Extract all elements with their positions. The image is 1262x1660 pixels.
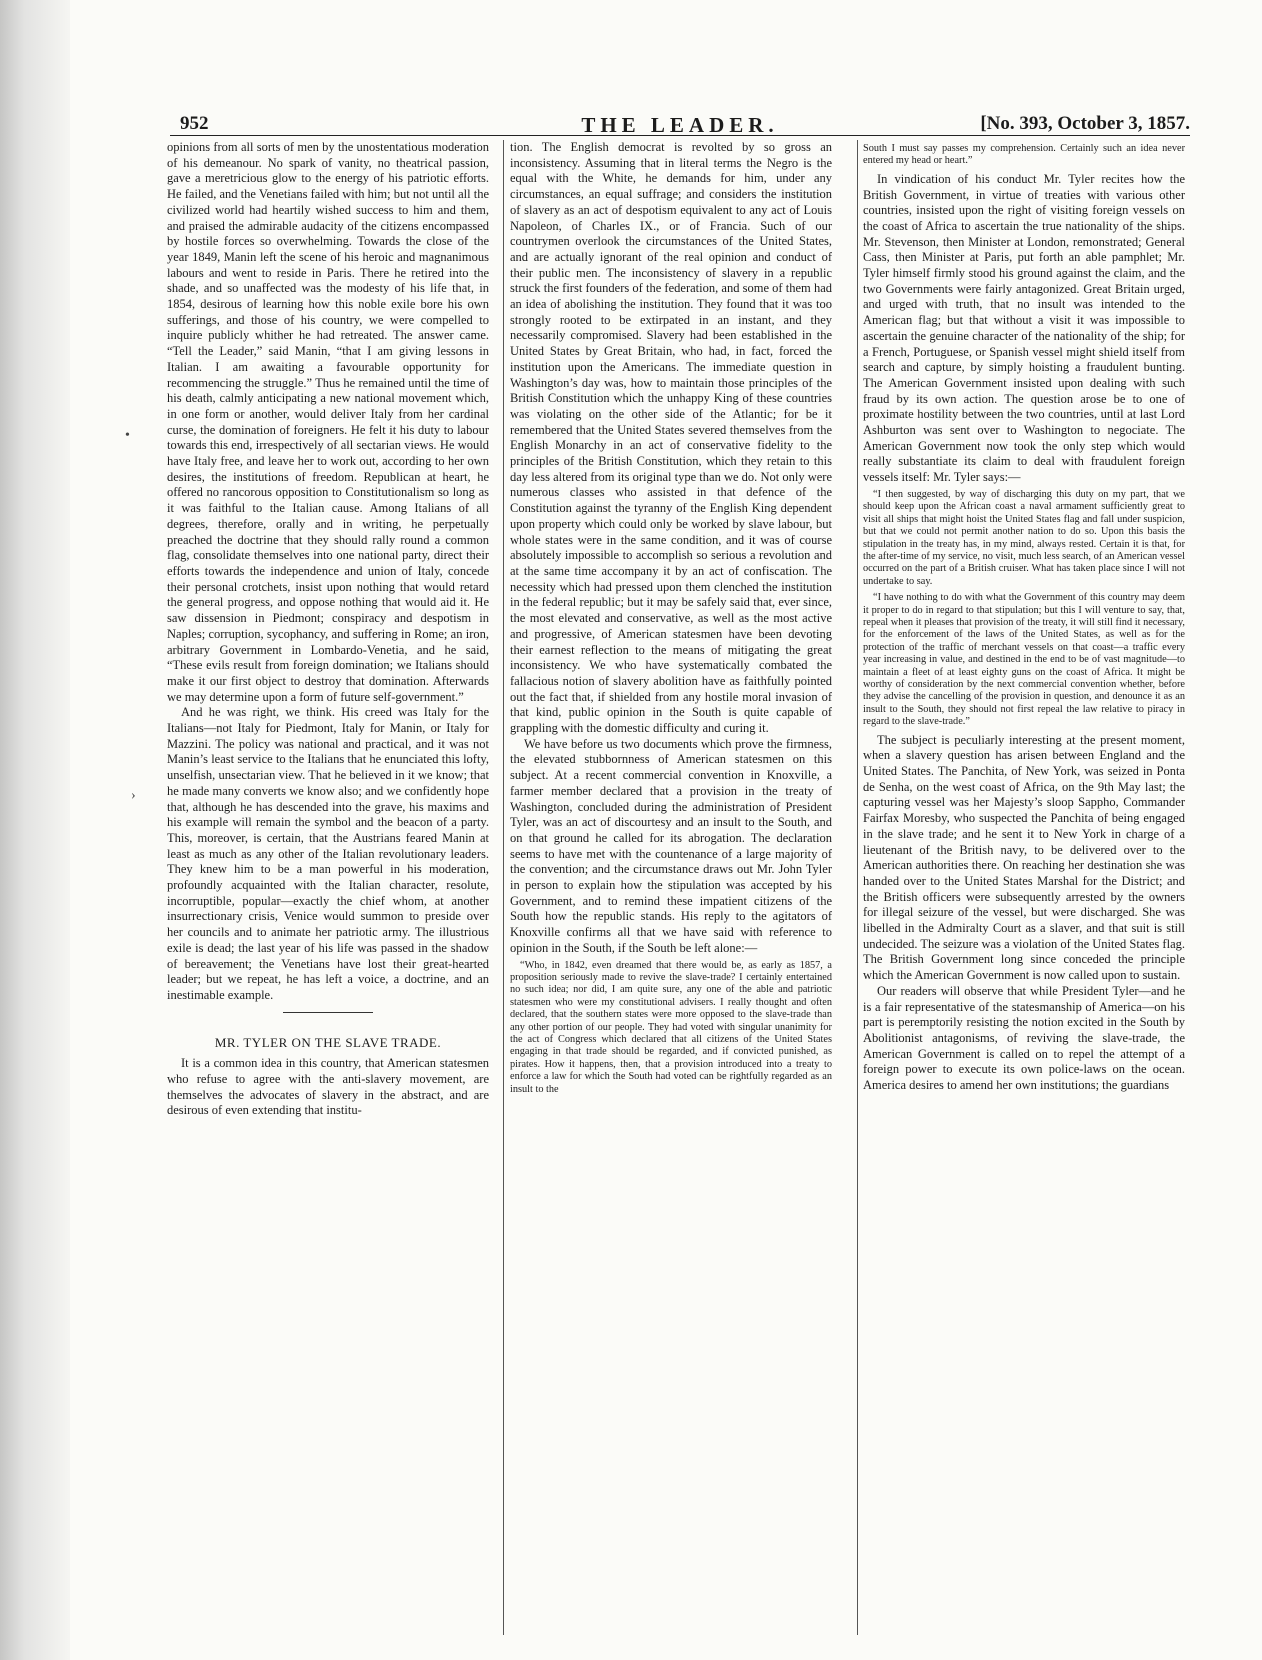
tyler-paragraph-1: It is a common idea in this country, that American statesmen who refuse to agree with the anti-slavery movement, are themselves the advocates of slavery in the abstract, and are desirous of even extending that institu- <box>167 1056 489 1118</box>
manin-paragraph-1: opinions from all sorts of men by the unostentatious moderation of his demeanour. No spark of vanity, no theatrical passion, gave a meretricious glow to the energy of his patriotic efforts. He failed, and the Venetians failed with him; but not until all the civilized world had heartily wished success to him and them, and praised the admirable audacity of the citizens encompassed by hostile forces so overwhelming. Towards the close of the year 1849, Manin left the scene of his heroic and magnanimous labours and went to reside in Paris. There he retired into the shade, and so unaffected was the modesty of his life that, in 1854, desirous of learning how this noble exile bore his own sufferings, and those of his country, we were compelled to inquire publicly whither he had retreated. The answer came. “Tell the Leader,” said Manin, “that I am giving lessons in Italian. I am awaiting a favourable opportunity for recommencing the struggle.” Thus he remained until the time of his death, calmly anticipating a new national movement which, in one form or another, would deliver Italy from her cardinal curse, the domination of foreigners. He felt it his duty to labour towards this end, irrespectively of all sectarian views. He would have Italy free, and leave her to work out, according to her own desires, the institutions of freedom. Republican at heart, he offered no rancorous opposition to Constitutionalism so long as it was faithful to the Italian cause. Among Italians of all degrees, therefore, orally and in writing, he perpetually preached the doctrine that they should rally round a common flag, consolidate themselves into one national party, direct their efforts towards the independence and union of Italy, concede their personal crotchets, insist upon nothing that would retard the general progress, and oppose nothing that would aid it. He saw dissension in Piedmont; conspiracy and despotism in Naples; corruption, sycophancy, and suffering in Rome; an iron, arbitrary Government in Lombardo-Venetia, and he said, “These evils result from foreign domination; we Italians should make it our first object to destroy that domination. Afterwards we may determine upon a form of future self-government.” <box>167 140 489 704</box>
column-1 <box>167 140 489 1640</box>
page-number: 952 <box>180 113 209 134</box>
tyler-paragraph-6: Our readers will observe that while President Tyler—and he is a fair representative of the statesmanship of America—on his part is peremptorily resisting the notion excited in the South by Abolitionist antagonisms, of reviving the slave-trade, the American Government is called on to repel the attempt of a foreign power to execute its own police-laws on the ocean. America desires to amend her own institutions; the guardians <box>863 983 1185 1093</box>
tyler-paragraph-2: tion. The English democrat is revolted by so gross an inconsistency. Assuming that in literal terms the Negro is the equal with the White, he demands for him, under any circumstances, an equal suffrage; and considers the institution of slavery as an act of despotism equivalent to any act of Louis Napoleon, of Charles IX., or of Francia. Such of our countrymen overlook the circumstances of the United States, and are actually ignorant of the real opinion and conduct of their public men. The inconsistency of slavery in a republic struck the first founders of the federation, and some of them had an idea of abolishing the institution. They found that it was too strongly rooted to be extirpated in an instant, and they necessarily compromised. Slavery had been established in the United States by Great Britain, who had, in fact, forced the institution upon the Americans. The immediate question in Washington’s day was, how to maintain those principles of the British Constitution which the unhappy King of these countries was violating on the other side of the Atlantic; for be it remembered that the United States severed themselves from the English Monarchy in an act of conservative fidelity to the principles of the British Constitution, which they retain to this day less altered from its original type than we do. Not only were numerous classes who assisted in that defence of the Constitution against the tyranny of the English King dependent upon property which could only be worked by slave labour, but whole states were in the same condition, and it was of course absolutely impossible to accomplish so serious a revolution and at the same time accompany it by an act of confiscation. The necessity which had pressed upon them clenched the institution in the federal republic; but it may be safely said that, ever since, the most elevated and conservative, as well as the most active and progressive, of American statesmen have been devoting their earnest reflection to the means of mitigating the great inconsistency. We who have systematically combated the fallacious notion of slavery abolition have as faithfully pointed out the fact that, if shielded from any hostile moral invasion of that kind, public opinion in the South is quite capable of grappling with the domestic difficulty and curing it. <box>510 140 832 736</box>
column-3 <box>863 140 1185 1640</box>
section-divider <box>283 1012 373 1013</box>
tyler-paragraph-3: We have before us two documents which prove the firmness, the elevated stubbornness of American statesmen on this subject. At a recent commercial convention in Knoxville, a farmer member declared that a provision in the treaty of Washington, concluded during the administration of President Tyler, was an act of discourtesy and an insult to the South, and on that ground he called for its abrogation. The declaration seems to have met with the countenance of a large majority of the convention; and the circumstance draws out Mr. John Tyler in person to explain how the stipulation was accepted by his Government, and to remind these impatient citizens of the South how the republic stands. His reply to the agitators of Knoxville confirms all that we have said with reference to opinion in the South, if the South be left alone:— <box>510 736 832 955</box>
margin-mark: • <box>125 428 130 443</box>
issue-date: [No. 393, October 3, 1857. <box>980 113 1190 134</box>
tyler-paragraph-5: The subject is peculiarly interesting at the present moment, when a slavery question has arisen between England and the United States. The Panchita, of New York, was seized in Ponta de Senha, on the west coast of Africa, on the 9th May last; the capturing vessel was her Majesty’s sloop Sappho, Commander Fairfax Moresby, who suspected the Panchita of being engaged in the slave trade; and he sent it to New York in charge of a lieutenant of the British navy, to be delivered over to the American authorities there. On reaching her destination she was handed over to the United States Marshal for the District; and the British officers were subsequently arrested by the owners for illegal seizure of the vessel, but were discharged. She was libelled in the Admiralty Court as a slaver, and that suit is still undecided. The seizure was a violation of the United States flag. The British Government long since conceded the principle which the American Government is now called upon to sustain. <box>863 732 1185 983</box>
column-rule-2 <box>857 140 858 1635</box>
column-rule-1 <box>503 140 504 1635</box>
tyler-paragraph-4: In vindication of his conduct Mr. Tyler recites how the British Government, in virtue of treaties with various other countries, insisted upon the right of visiting foreign vessels on the coast of Africa to ascertain the true nationality of the ships. Mr. Stevenson, then Minister at London, remonstrated; General Cass, then Minister at Paris, put forth an able pamphlet; Mr. Tyler himself firmly stood his ground against the claim, and the two Governments were fairly antagonized. Great Britain urged, and urged with truth, that no insult was intended to the American flag; but that without a visit it was impossible to ascertain the genuine character of the nationality of the ship; for a French, Portuguese, or Spanish vessel might shield itself from search and capture, by simply hoisting a fraudulent bunting. The American Government insisted upon dealing with such fraud by its own action. The question arose be to one of proximate hostility between the two countries, until at last Lord Ashburton was sent over to Washington to negociate. The American Government now took the only step which would really substantiate its claim to deal with fraudulent foreign vessels itself: Mr. Tyler says:— <box>863 171 1185 485</box>
tyler-quote-continued: South I must say passes my comprehension. Certainly such an idea never entered my head or heart.” <box>863 143 1185 167</box>
tyler-quote-2: “I then suggested, by way of discharging this duty on my part, that we should keep upon the African coast a naval armament sufficiently great to visit all ships that might hoist the United States flag and fall under suspicion, but that we could not permit another nation to do so. Upon this basis the stipulation in the treaty has, in my mind, always rested. Certain it is that, for the after-time of my service, no visit, much less search, of an American vessel occurred on the part of a British cruiser. What has taken place since I will not undertake to say. <box>863 488 1185 587</box>
page-shadow-edge <box>0 0 70 1660</box>
tyler-quote-1: “Who, in 1842, even dreamed that there would be, as early as 1857, a proposition seriously made to revive the slave-trade? I certainly entertained no such idea; nor did, I am quite sure, any one of the able and patriotic statesmen who were my constitutional advisers. I really thought and often declared, that the southern states were more opposed to the slave-trade than any other portion of our people. They had voted with singular unanimity for the act of Congress which declared that all citizens of the United States engaging in that trade should be regarded, and if convicted punished, as pirates. How it happens, then, that a provision introduced into a treaty to enforce a law for which the South had voted can be rightfully regarded as an insult to the <box>510 959 832 1095</box>
manin-paragraph-2: And he was right, we think. His creed was Italy for the Italians—not Italy for Piedmont, Italy for Manin, or Italy for Mazzini. The policy was national and practical, and it was not Manin’s least service to the Italians that he enunciated this lofty, unselfish, unsectarian view. That he believed in it we know; that he made many converts we know also; and we confidently hope that, although he has descended into the grave, his maxims and his example will remain the symbol and the beacon of a party. This, moreover, is certain, that the Austrians feared Manin at least as much as any other of the Italian revolutionary leaders. They knew him to be a man powerful in his moderation, profoundly acquainted with the Italian character, resolute, incorruptible, popular—exactly the chief whom, at another insurrectionary crisis, Venice would summon to preside over her councils and to animate her patriotic army. The illustrious exile is dead; the last year of his life was passed in the shadow of bereavement; the Venetians have lost their great-hearted leader; but we repeat, he has left a voice, a doctrine, and an inestimable example. <box>167 705 489 1002</box>
tyler-quote-3: “I have nothing to do with what the Government of this country may deem it proper to do in regard to that stipulation; but this I will venture to say, that, repeal when it pleases that provision of the treaty, it will still find it necessary, for the enforcement of the laws of the United States, as well as for the protection of the traffic of merchant vessels on that coast—a traffic every year increasing in value, and destined in the end to be of vast magnitude—to maintain a fleet of at least eighty guns on the coast of Africa. It might be worthy of consideration by the next commercial convention whether, before they advise the cancelling of the provision in question, and denounce it as an insult to the South, they should not first repeal the law relative to piracy in regard to the slave-trade.” <box>863 592 1185 728</box>
margin-mark: › <box>131 788 136 803</box>
masthead <box>170 113 1190 136</box>
article-heading: MR. TYLER ON THE SLAVE TRADE. <box>214 1034 442 1050</box>
newspaper-title: THE LEADER. <box>581 113 779 137</box>
column-2 <box>510 140 832 1640</box>
